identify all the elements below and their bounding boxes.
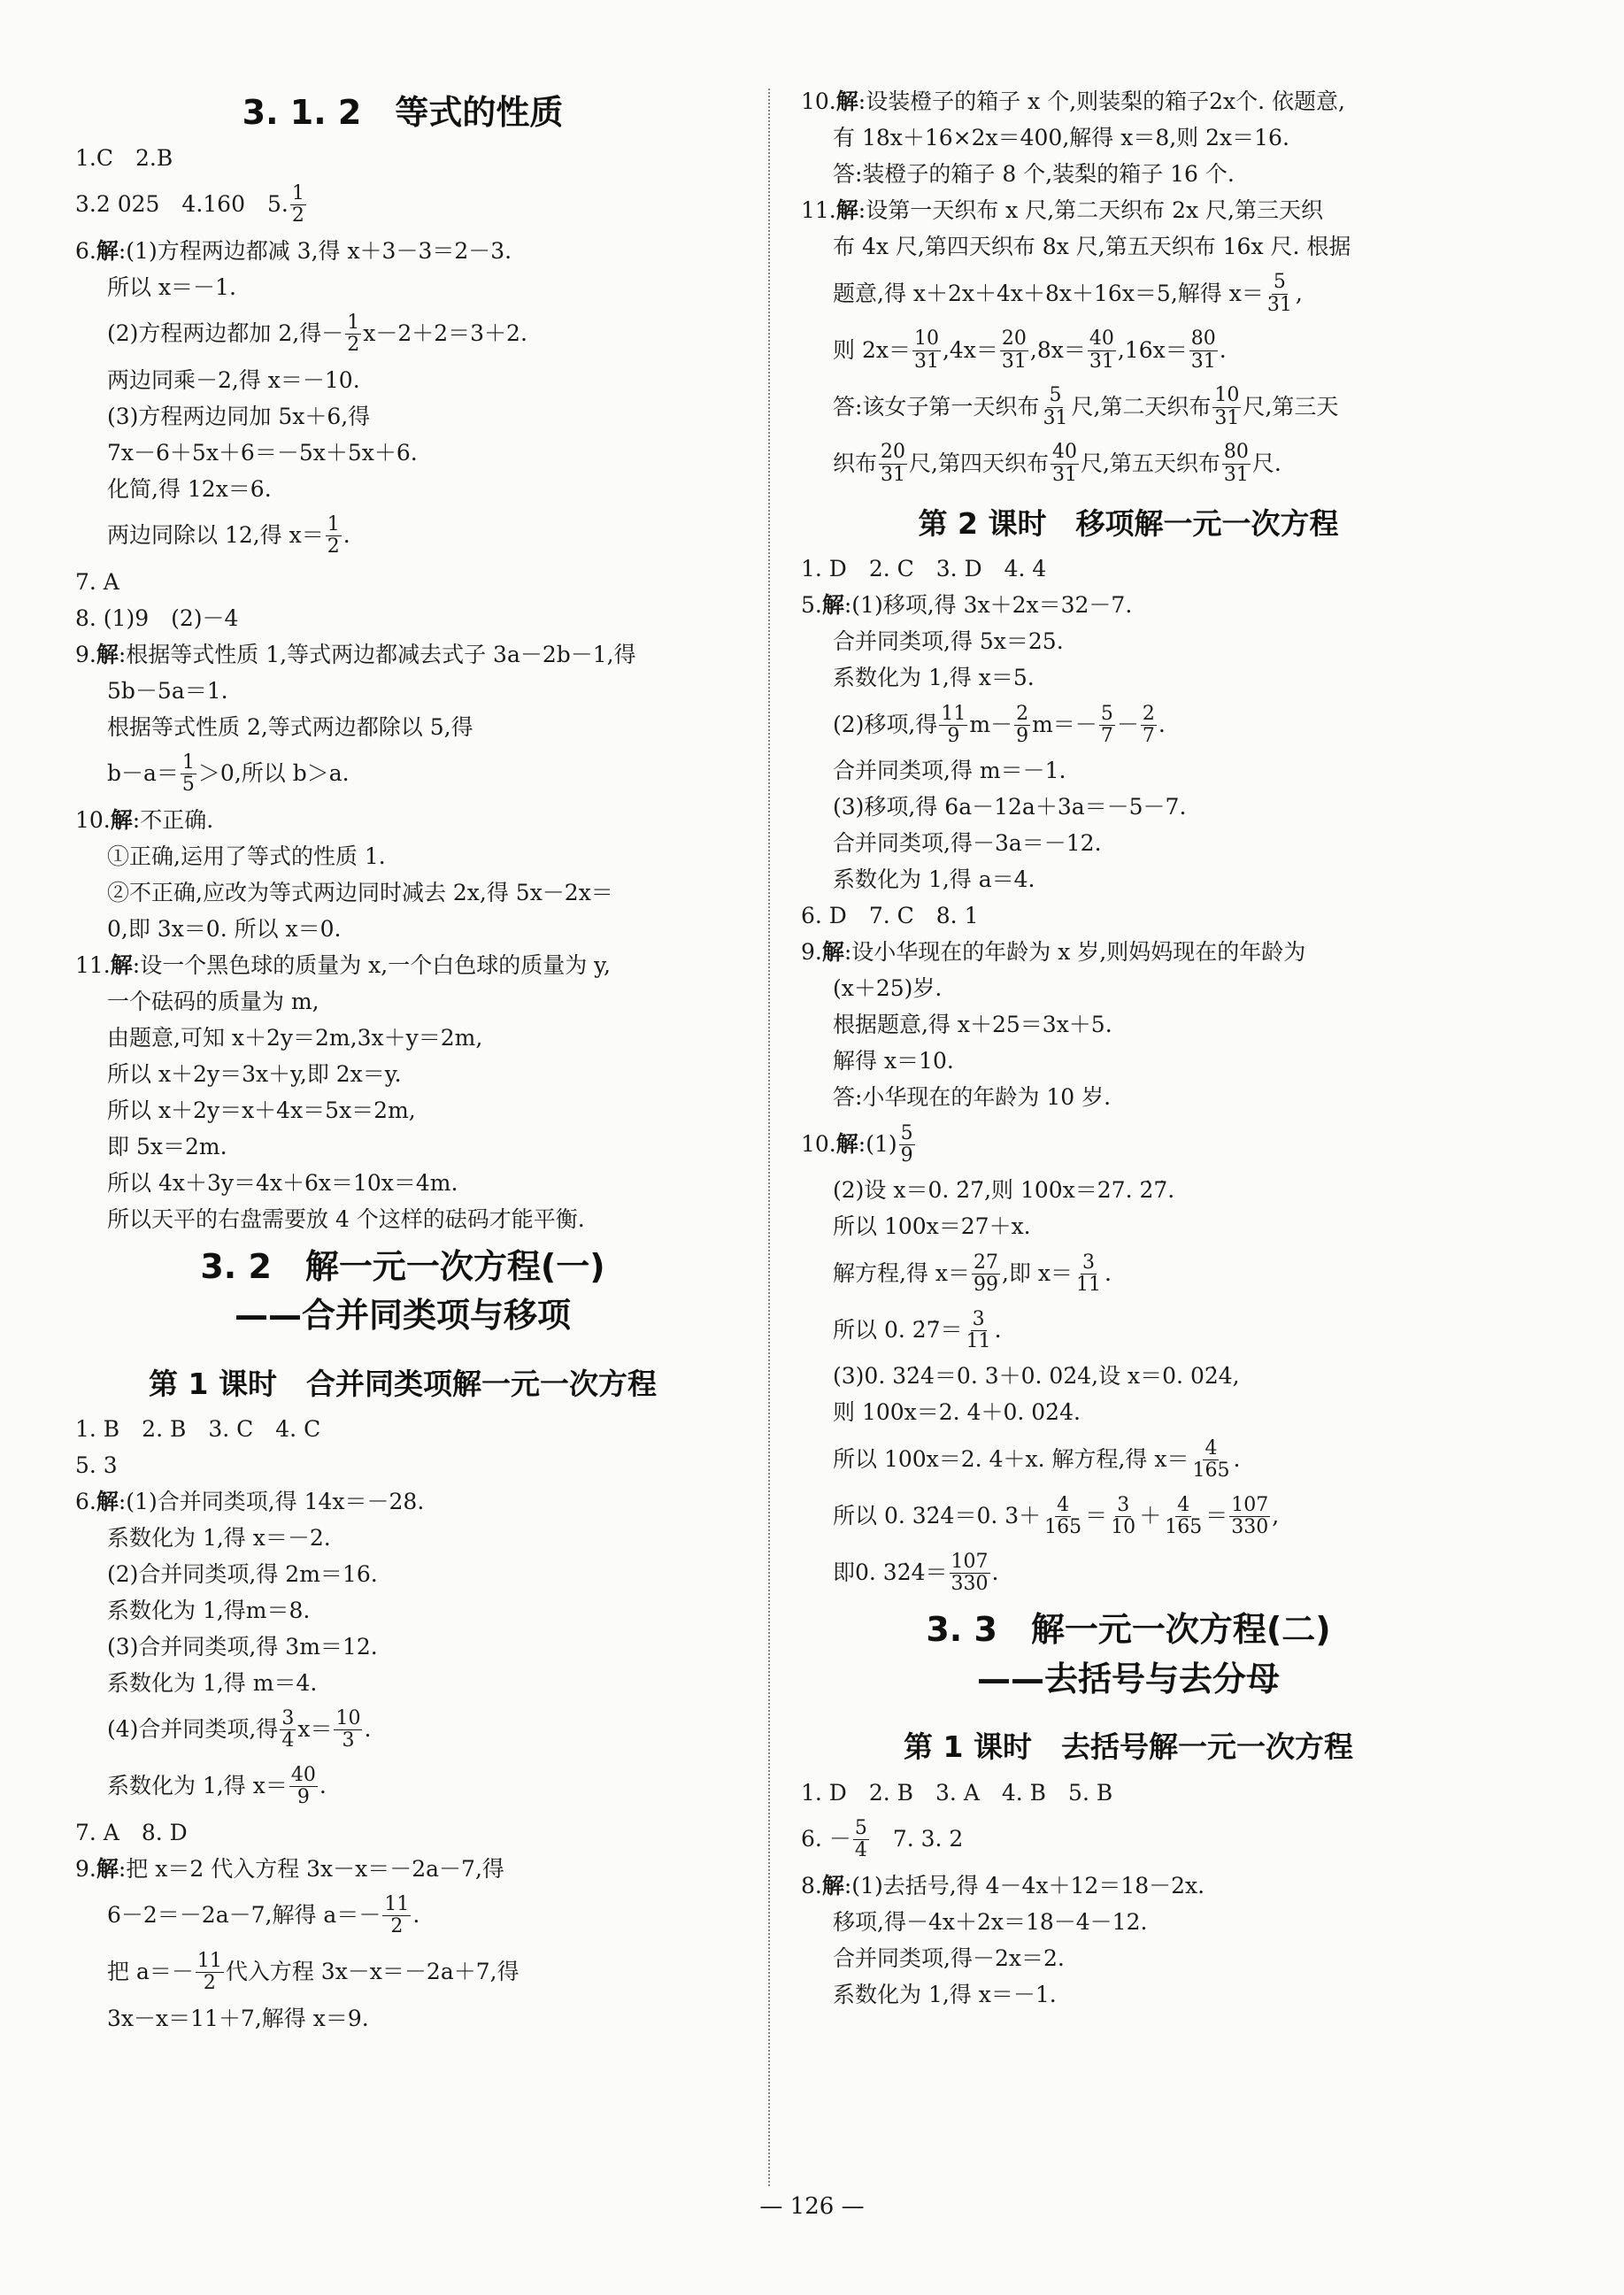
answer-line: 所以天平的右盘需要放 4 个这样的砝码才能平衡. [107, 1205, 585, 1232]
fraction: $\frac{1}{2}$ [327, 512, 340, 558]
answer-line: 11. 解 :设一个黑色球的质量为 x,一个白色球的质量为 y, [75, 951, 611, 978]
answer-line: 5. 解 :(1)移项,得 3x＋2x＝32－7. [801, 592, 1133, 619]
answer-line: 5b－5a＝1. [107, 677, 228, 704]
answer-line: 6. 解 :(1)方程两边都减 3,得 x＋3－3＝2－3. [75, 237, 512, 264]
fraction: $\frac{40}{9}$ [290, 1764, 316, 1809]
answer-line: 10. 解 :设装橙子的箱子 x 个,则装梨的箱子2x个. 依题意, [801, 89, 1345, 115]
answer-line: 合并同类项,得 m＝－1. [833, 758, 1066, 784]
fraction: $\frac{107}{330}$ [951, 1550, 989, 1595]
fraction: $\frac{3}{10}$ [1111, 1493, 1136, 1538]
answer-line: 8. 解 :(1)去括号,得 4－4x＋12＝18－2x. [801, 1872, 1205, 1898]
answer-line: 两边同除以 12,得 x＝ $\frac{1}{2}$ . [107, 512, 350, 558]
answer-line: 0,即 3x＝0. 所以 x＝0. [107, 915, 342, 942]
answer-line: 即 5x＝2m. [107, 1133, 227, 1159]
section-title-3-3: 3. 3 解一元一次方程(二) [926, 1610, 1331, 1650]
answer-line: 所以 x＋2y＝x＋4x＝5x＝2m, [107, 1097, 416, 1123]
answer-line: 所以 4x＋3y＝4x＋6x＝10x＝4m. [107, 1169, 458, 1196]
fraction: $\frac{2}{9}$ [1016, 702, 1029, 747]
fraction: $\frac{40}{31}$ [1089, 327, 1114, 373]
answer-line: 两边同乘－2,得 x＝－10. [107, 366, 360, 393]
answer-line: 3x－x＝11＋7,解得 x＝9. [107, 2005, 369, 2031]
answer-line: 所以 x＋2y＝3x＋y,即 2x＝y. [107, 1060, 402, 1087]
answer-line: b－a＝ $\frac{1}{5}$ ＞0,所以 b＞a. [107, 751, 350, 796]
answer-line: 10. 解 :(1) $\frac{5}{9}$ [801, 1121, 913, 1167]
answer-line: 系数化为 1,得 x＝ $\frac{40}{9}$ . [107, 1764, 327, 1809]
fraction: $\frac{4}{165}$ [1165, 1493, 1203, 1538]
fraction: $\frac{1}{2}$ [347, 311, 360, 356]
fraction: $\frac{5}{7}$ [1100, 702, 1113, 747]
column-divider [768, 89, 770, 2186]
answer-line: 系数化为 1,得 x＝－2. [107, 1524, 331, 1551]
answer-line: 题意,得 x＋2x＋4x＋8x＋16x＝5,解得 x＝ $\frac{5}{31}$ , [833, 271, 1303, 316]
fraction: $\frac{20}{31}$ [1001, 327, 1027, 373]
fraction: $\frac{4}{165}$ [1044, 1493, 1082, 1538]
answer-line: 7x－6＋5x＋6＝－5x＋5x＋6. [107, 439, 418, 466]
answer-line: (2)移项,得 $\frac{11}{9}$ m－ $\frac{2}{9}$ m＝－ $\frac{5}{7}$ － $\frac{2}{7}$ . [833, 702, 1166, 747]
fraction: $\frac{10}{31}$ [1214, 384, 1240, 429]
fraction: $\frac{11}{2}$ [196, 1950, 222, 1995]
answer-line: 11. 解 :设第一天织布 x 尺,第二天织布 2x 尺,第三天织 [801, 197, 1323, 224]
answer-line: 答:该女子第一天织布 $\frac{5}{31}$ 尺,第二天织布 $\frac{10}{31}$ 尺,第三天 [833, 384, 1339, 429]
answer-line: 所以 0. 32̇4̇＝0. 3＋ $\frac{4}{165}$ ＝ $\frac{3}{10}$ ＋ $\frac{4}{165}$ ＝ $\frac{107}{330}$ , [833, 1493, 1280, 1538]
answer-line: 答:小华现在的年龄为 10 岁. [833, 1084, 1112, 1111]
answer-line: 3.2 025 4.160 5. $\frac{1}{2}$ [75, 181, 304, 227]
answer-line: 5. 3 [75, 1452, 118, 1478]
fraction: $\frac{5}{9}$ [900, 1121, 913, 1167]
answer-line: 系数化为 1,得 a＝4. [833, 866, 1035, 893]
fraction: $\frac{40}{31}$ [1051, 441, 1077, 486]
answer-line: 所以 0. 2̇7̇＝ $\frac{3}{11}$ . [833, 1307, 1002, 1352]
fraction: $\frac{3}{4}$ [281, 1707, 295, 1752]
fraction: $\frac{4}{165}$ [1192, 1436, 1230, 1482]
page-number: — 126 — [759, 2193, 865, 2220]
section-subtitle-3-3: ——去括号与去分母 [976, 1659, 1280, 1698]
answer-line: 由题意,可知 x＋2y＝2m,3x＋y＝2m, [107, 1024, 483, 1051]
section-title-3-1-2: 3. 1. 2 等式的性质 [242, 93, 564, 132]
answer-line: 合并同类项,得 5x＝25. [833, 628, 1064, 655]
answer-line: 有 18x＋16×2x＝400,解得 x＝8,则 2x＝16. [833, 125, 1289, 151]
answer-line: 系数化为 1,得 x＝－1. [833, 1981, 1057, 2007]
fraction: $\frac{27}{99}$ [974, 1251, 998, 1296]
answer-line: 解方程,得 x＝ $\frac{27}{99}$ ,即 x＝ $\frac{3}{11}$ . [833, 1251, 1112, 1296]
answer-line: (3)0. 32̇4̇＝0. 3＋0. 02̇4̇,设 x＝0. 02̇4̇, [833, 1363, 1240, 1390]
answer-line: 8. (1)9 (2)－4 [75, 605, 239, 631]
fraction: $\frac{3}{11}$ [1076, 1251, 1101, 1296]
answer-line: 则 100x＝2. 4＋0. 02̇4̇. [833, 1399, 1081, 1426]
answer-line: 9. 解 :根据等式性质 1,等式两边都减去式子 3a－2b－1,得 [75, 641, 636, 667]
lesson-title-2: 第 2 课时 移项解一元一次方程 [918, 506, 1339, 541]
answer-line: 1. D 2. C 3. D 4. 4 [801, 556, 1047, 582]
answer-line: 所以 x＝－1. [107, 273, 236, 300]
answer-line: (3)方程两边同加 5x＋6,得 [107, 403, 371, 429]
fraction: $\frac{11}{2}$ [384, 1893, 410, 1938]
section-subtitle-3-2: ——合并同类项与移项 [234, 1296, 571, 1335]
fraction: $\frac{5}{4}$ [854, 1816, 867, 1861]
answer-line: 答:装橙子的箱子 8 个,装梨的箱子 16 个. [833, 161, 1235, 188]
fraction: $\frac{11}{9}$ [941, 702, 966, 747]
answer-line: 6. D 7. C 8. 1 [801, 903, 979, 929]
answer-line: 系数化为 1,得 x＝5. [833, 665, 1035, 691]
answer-line: 把 a＝－ $\frac{11}{2}$ 代入方程 3x－x＝－2a＋7,得 [107, 1950, 520, 1995]
answer-line: 根据等式性质 2,等式两边都除以 5,得 [107, 713, 473, 740]
fraction: $\frac{107}{330}$ [1231, 1493, 1269, 1538]
fraction: $\frac{10}{31}$ [913, 327, 939, 373]
answer-line: 7. A 8. D [75, 1819, 188, 1845]
answer-line: 解得 x＝10. [833, 1048, 954, 1074]
answer-line: 6. － $\frac{5}{4}$ 7. 3. 2 [801, 1816, 964, 1861]
answer-line: (2)设 x＝0. 2̇7̇,则 100x＝27. 2̇7̇. [833, 1177, 1175, 1204]
answer-line: ②不正确,应改为等式两边同时减去 2x,得 5x－2x＝ [107, 879, 613, 905]
answer-line: 9. 解 :把 x＝2 代入方程 3x－x＝－2a－7,得 [75, 1855, 504, 1882]
answer-line: 化简,得 12x＝6. [107, 475, 272, 502]
answer-line: (3)合并同类项,得 3m＝12. [107, 1633, 378, 1660]
answer-line: 10. 解 :不正确. [75, 806, 214, 833]
answer-line: 所以 100x＝2. 4＋x. 解方程,得 x＝ $\frac{4}{165}$ . [833, 1436, 1241, 1482]
fraction: $\frac{1}{2}$ [291, 181, 304, 227]
lesson-title-1: 第 1 课时 合并同类项解一元一次方程 [149, 1366, 657, 1401]
fraction: $\frac{3}{11}$ [966, 1307, 991, 1352]
answer-line: 根据题意,得 x＋25＝3x＋5. [833, 1012, 1112, 1038]
answer-line: 合并同类项,得－3a＝－12. [833, 830, 1102, 857]
right-column [801, 85, 1456, 2180]
answer-line: 移项,得－4x＋2x＝18－4－12. [833, 1908, 1148, 1935]
answer-line: (2)方程两边都加 2,得－ $\frac{1}{2}$ x－2＋2＝3＋2. [107, 311, 527, 356]
answer-line: 一个砝码的质量为 m, [107, 988, 319, 1014]
answer-line: 6－2＝－2a－7,解得 a＝－ $\frac{11}{2}$ . [107, 1893, 420, 1938]
answer-line: 7. A [75, 568, 119, 595]
fraction: $\frac{2}{7}$ [1142, 702, 1155, 747]
answer-line: 9. 解 :设小华现在的年龄为 x 岁,则妈妈现在的年龄为 [801, 939, 1306, 966]
answer-line: 1. D 2. B 3. A 4. B 5. B [801, 1779, 1113, 1806]
answer-line: (x＋25)岁. [833, 975, 943, 1002]
fraction: $\frac{80}{31}$ [1223, 441, 1249, 486]
answer-line: 织布 $\frac{20}{31}$ 尺,第四天织布 $\frac{40}{31}$ 尺,第五天织布 $\frac{80}{31}$ 尺. [833, 441, 1281, 486]
answer-line: 即0. 32̇4̇＝ $\frac{107}{330}$ . [833, 1550, 999, 1595]
answer-line: (2)合并同类项,得 2m＝16. [107, 1560, 378, 1587]
answer-line: 所以 100x＝27＋x. [833, 1213, 1031, 1240]
answer-line: 6. 解 :(1)合并同类项,得 14x＝－28. [75, 1488, 425, 1514]
answer-line: 系数化为 1,得 m＝4. [107, 1669, 318, 1696]
lesson-title-1b: 第 1 课时 去括号解一元一次方程 [904, 1729, 1353, 1765]
fraction: $\frac{5}{31}$ [1043, 384, 1068, 429]
answer-line: 1. B 2. B 3. C 4. C [75, 1415, 321, 1442]
section-title-3-2: 3. 2 解一元一次方程(一) [200, 1246, 605, 1286]
answer-line: 合并同类项,得－2x＝2. [833, 1945, 1065, 1971]
fraction: $\frac{1}{5}$ [181, 751, 195, 796]
fraction: $\frac{10}{3}$ [335, 1707, 361, 1752]
answer-line: (4)合并同类项,得 $\frac{3}{4}$ x＝ $\frac{10}{3}$ . [107, 1707, 372, 1752]
left-column [75, 85, 730, 2180]
fraction: $\frac{20}{31}$ [881, 441, 906, 486]
answer-line: ①正确,运用了等式的性质 1. [107, 843, 386, 869]
answer-line: 系数化为 1,得m＝8. [107, 1597, 311, 1623]
answer-line: 则 2x＝ $\frac{10}{31}$ ,4x＝ $\frac{20}{31}$ ,8x＝ $\frac{40}{31}$ ,16x＝ $\frac{80}{31}$ . [833, 327, 1227, 373]
answer-line: 1.C 2.B [75, 144, 173, 171]
answer-line: (3)移项,得 6a－12a＋3a＝－5－7. [833, 794, 1187, 820]
answer-line: 布 4x 尺,第四天织布 8x 尺,第五天织布 16x 尺. 根据 [833, 234, 1351, 260]
fraction: $\frac{5}{31}$ [1266, 271, 1292, 316]
fraction: $\frac{80}{31}$ [1190, 327, 1216, 373]
